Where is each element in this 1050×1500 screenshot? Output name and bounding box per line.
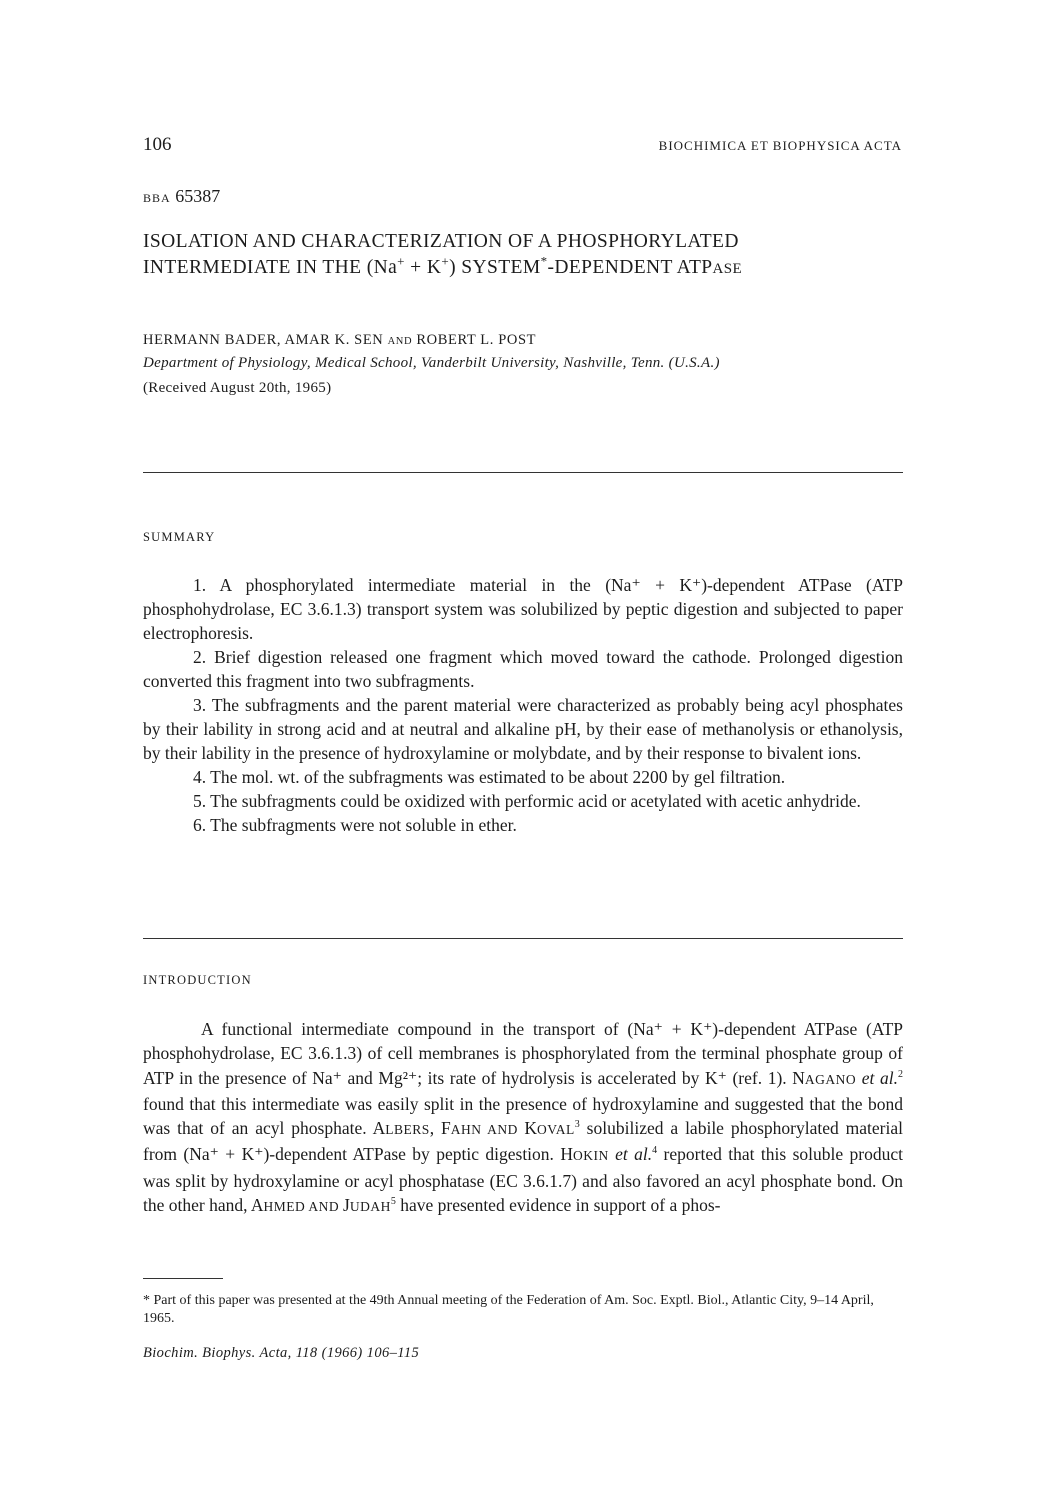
summary-heading: SUMMARY	[143, 530, 216, 544]
title-line-2: INTERMEDIATE IN THE (Na+ + K+) SYSTEM*-DEPENDENT ATPASE	[143, 253, 743, 278]
summary-item: 2. Brief digestion released one fragment which moved toward the cathode. Prolonged digestion converted this fragment into two subfragments.	[143, 647, 903, 691]
authors: HERMANN BADER, AMAR K. SEN AND ROBERT L. POST	[143, 332, 537, 348]
journal-citation: Biochim. Biophys. Acta, 118 (1966) 106–115	[143, 1345, 420, 1361]
rule-bottom	[143, 938, 903, 939]
footnote-rule	[143, 1278, 223, 1279]
introduction-heading: INTRODUCTION	[143, 973, 252, 987]
summary-item: 6. The subfragments were not soluble in ether.	[193, 815, 517, 835]
page-number: 106	[143, 134, 172, 155]
summary-body	[143, 573, 903, 837]
rule-top	[143, 472, 903, 473]
summary-item: 3. The subfragments and the parent material were characterized as probably being acyl phosphates by their lability in strong acid and at neutral and alkaline pH, by their ease of methanolysis or ethanolysis, by their lability in the presence of hydroxylamine or molybdate, and by their response to bivalent ions.	[143, 695, 903, 763]
bba-number: 65387	[175, 186, 221, 206]
summary-item: 4. The mol. wt. of the subfragments was estimated to be about 2200 by gel filtration.	[193, 767, 786, 787]
affiliation: Department of Physiology, Medical School, Vanderbilt University, Nashville, Tenn. (U.S.A.)	[143, 355, 720, 371]
bba-code	[143, 186, 220, 207]
bba-prefix: BBA	[143, 191, 171, 205]
title-line-1: ISOLATION AND CHARACTERIZATION OF A PHOSPHORYLATED	[143, 231, 739, 252]
summary-item: 1. A phosphorylated intermediate material in the (Na⁺ + K⁺)-dependent ATPase (ATP phosphohydrolase, EC 3.6.1.3) transport system was solubilized by peptic digestion and subjected to paper electrophoresis.	[143, 575, 903, 643]
article-title	[143, 229, 903, 282]
summary-item: 5. The subfragments could be oxidized with performic acid or acetylated with acetic anhydride.	[193, 791, 861, 811]
introduction-body: A functional intermediate compound in the transport of (Na⁺ + K⁺)-dependent ATPase (ATP phosphohydrolase, EC 3.6.1.3) of cell membranes is phosphorylated from the terminal phosphate group of ATP in the presence of Na⁺ and Mg²⁺; its rate of hydrolysis is accelerated by K⁺ (ref. 1). NAGANO et al.$^2$ found that this intermediate was easily split in the presence of hydroxylamine and suggested that the bond was that of an acyl phosphate. ALBERS, FAHN AND KOVAL$^3$ solubilized a labile phosphorylated material from (Na⁺ + K⁺)-dependent ATPase by peptic digestion. HOKIN et al.$^4$ reported that this soluble product was split by hydroxylamine or acyl phosphatase (EC 3.6.1.7) and also favored an acyl phosphate bond. On the other hand, AHMED AND JUDAH$^5$ have presented evidence in support of a phos-	[143, 1019, 904, 1216]
received-date: (Received August 20th, 1965)	[143, 380, 332, 396]
journal-running-head: BIOCHIMICA ET BIOPHYSICA ACTA	[658, 138, 902, 153]
footnote: * Part of this paper was presented at the 49th Annual meeting of the Federation of Am. Soc. Exptl. Biol., Atlantic City, 9–14 April, 1965.	[143, 1293, 874, 1326]
